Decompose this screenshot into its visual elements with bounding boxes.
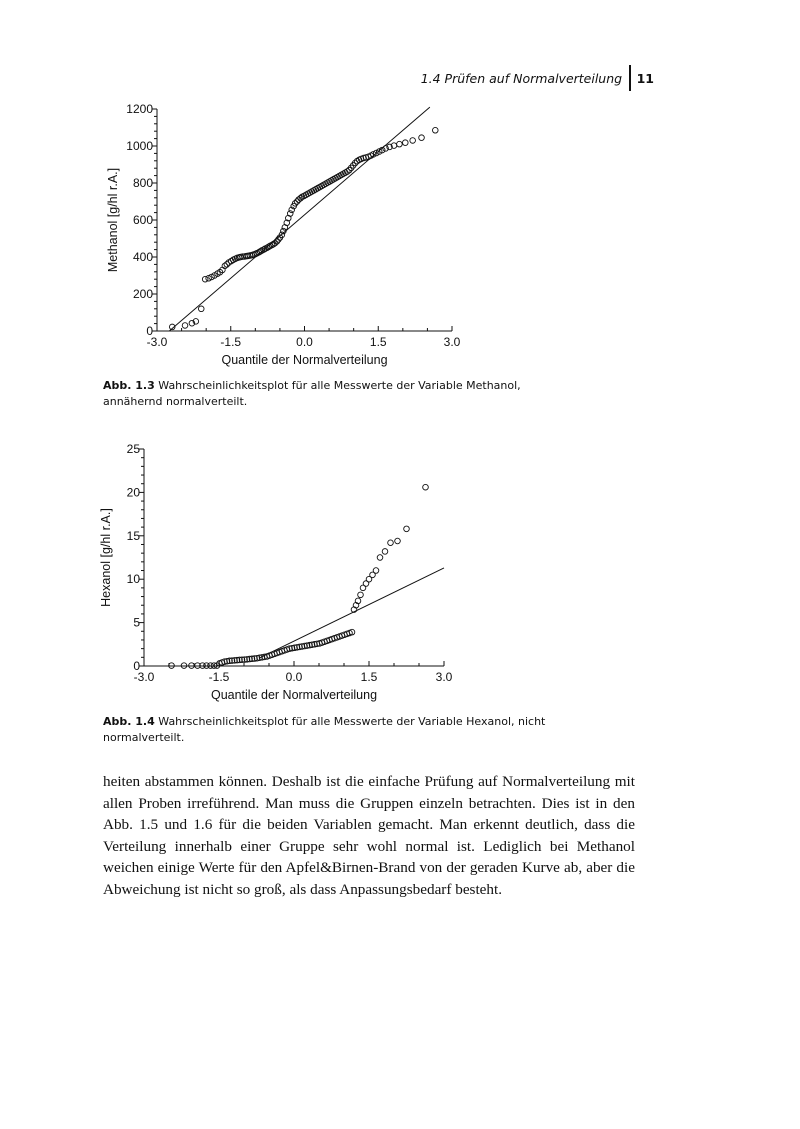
y-tick-label: 10	[126, 572, 140, 587]
x-tick-label: 1.5	[360, 670, 378, 684]
x-tick-label: 0.0	[296, 335, 313, 349]
data-point	[182, 323, 188, 329]
figure-label: Abb. 1.4	[103, 715, 155, 728]
data-point	[377, 555, 383, 561]
figure-caption-1	[103, 378, 563, 410]
data-point	[388, 540, 394, 546]
y-tick-label: 400	[132, 250, 153, 264]
x-tick-label: 1.5	[369, 335, 387, 349]
y-tick-label: 5	[133, 615, 140, 630]
figure-caption-text: Wahrscheinlichkeitsplot für alle Messwerte der Variable Hexanol, nicht normalverteilt.	[103, 715, 546, 744]
y-tick-label: 20	[126, 485, 140, 500]
x-tick-label: 3.0	[435, 670, 453, 684]
y-tick-label: 1000	[126, 139, 153, 153]
data-point	[358, 592, 364, 598]
x-tick-label: -1.5	[208, 670, 230, 684]
data-point	[287, 211, 293, 217]
running-header	[421, 66, 654, 90]
body-paragraph: heiten abstammen können. Deshalb ist die einfache Prüfung auf Normalverteilung mit allen Proben irreführend. Man muss die Gruppen einzeln betrachten. Dies ist in den Abb. 1.5 und 1.6 für die beiden Variablen gemacht. Man erkennt deutlich, dass die Verteilung innerhalb einer Gruppe sehr wohl normal ist. Lediglich bei Methanol weichen einige Werte für den Apfel&Birnen-Brand von der geraden Kurve ab, aber die Abweichung ist nicht so groß, als dass Anpassungsbedarf besteht.	[103, 773, 635, 898]
data-point	[423, 484, 429, 490]
section-title: 1.4 Prüfen auf Normalverteilung	[420, 70, 623, 86]
data-point	[395, 538, 401, 544]
y-tick-label: 800	[132, 176, 153, 190]
x-axis-title: Quantile der Normalverteilung	[210, 688, 378, 702]
data-point	[404, 526, 410, 532]
x-tick-label: 3.0	[443, 335, 461, 349]
reference-line	[169, 107, 430, 331]
data-point	[373, 568, 379, 574]
data-point	[432, 127, 438, 133]
y-tick-label: 15	[126, 528, 140, 543]
x-tick-label: 0.0	[285, 670, 303, 684]
y-axis-title: Hexanol [g/hl r.A.]	[99, 508, 113, 607]
reference-line	[259, 568, 444, 658]
x-tick-label: -1.5	[220, 335, 242, 349]
methanol-probability-plot	[0, 98, 480, 370]
data-point	[397, 141, 403, 147]
y-tick-label: 0	[146, 324, 153, 338]
body-text	[103, 771, 635, 900]
y-tick-label: 200	[132, 287, 153, 301]
x-tick-label: -3.0	[146, 335, 168, 349]
y-tick-label: 25	[126, 442, 140, 456]
page-number: 11	[636, 70, 654, 86]
y-axis-title: Methanol [g/hl r.A.]	[106, 167, 120, 273]
x-tick-label: -3.0	[133, 670, 155, 684]
y-tick-label: 0	[133, 659, 140, 673]
data-point	[198, 306, 204, 312]
y-tick-label: 1200	[126, 102, 153, 116]
y-tick-label: 600	[132, 213, 153, 227]
data-point	[410, 138, 416, 144]
data-point	[382, 549, 388, 555]
hexanol-probability-plot	[0, 438, 480, 708]
data-point	[419, 135, 425, 141]
figure-label: Abb. 1.3	[103, 379, 155, 392]
x-axis-title: Quantile der Normalverteilung	[221, 353, 388, 367]
figure-caption-text: Wahrscheinlichkeitsplot für alle Messwerte der Variable Methanol, annähernd normalverteilt.	[103, 379, 521, 408]
figure-caption-2	[103, 714, 563, 746]
data-point	[402, 140, 408, 146]
